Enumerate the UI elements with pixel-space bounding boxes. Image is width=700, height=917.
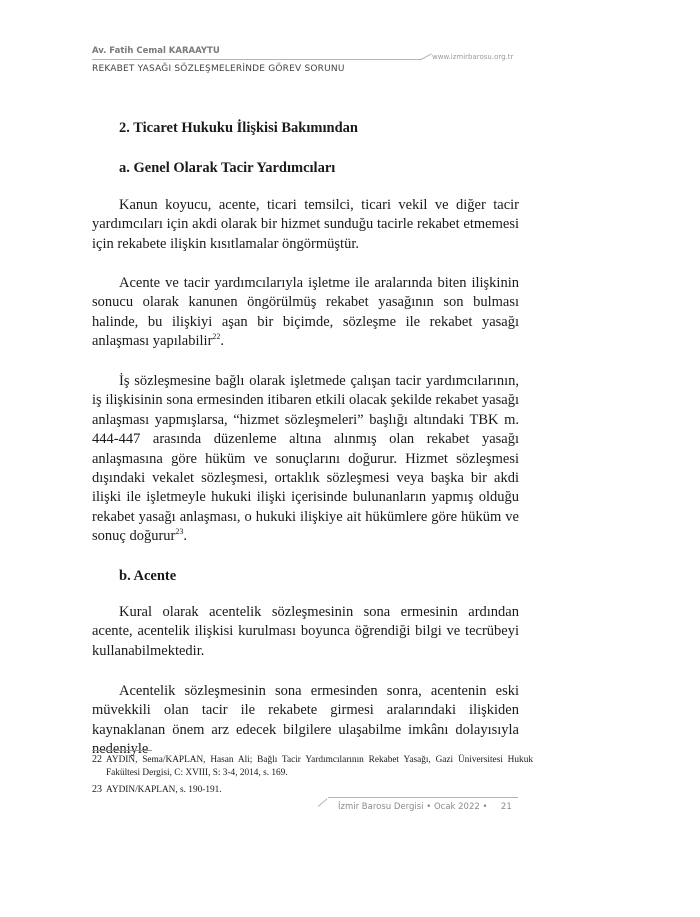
footnote-23 bbox=[92, 783, 533, 797]
paragraph-3-text: İş sözleşmesine bağlı olarak işletmede çalışan tacir yardımcılarının, iş ilişkisinin sona ermesinden itibaren etkili olacak şekilde rekabet yasağı anlaşması yapmışlarsa, “hizmet sözleşmeleri” başlığı altındaki TBK m. 444-447 arasında düzenleme altına alınmış olan rekabet yasağı anlaşmasına göre hüküm ve sonuçlarını doğurur. Hizmet sözleşmesi dışındaki vekalet sözleşmesi, ortaklık sözleşmesi veya başka bir akdi ilişki ile işletmeyle hukuki ilişki içerisinde bulunanların yapmış olduğu rekabet yasağı anlaşması, o hukuki ilişkiye ait hükümlere göre hüküm ve sonuç doğurur bbox=[92, 373, 519, 545]
section-heading: 2. Ticaret Hukuku İlişkisi Bakımından bbox=[119, 120, 358, 136]
subsection-heading-acente: b. Acente bbox=[119, 568, 177, 584]
footnote-ref-23[interactable]: 23 bbox=[175, 527, 184, 537]
paragraph-2-text: Acente ve tacir yardımcılarıyla işletme ile aralarında biten ilişkinin sonucu olarak kanunen öngörülmüş rekabet yasağının son bulması halinde, bu ilişkiyi aşan bir biçimde, sözleşme ile rekabet yasağı anlaşması yapılabilir bbox=[92, 275, 519, 350]
footnote-ref-22[interactable]: 22 bbox=[212, 332, 221, 342]
footer-journal-info bbox=[338, 802, 512, 812]
footnote-text: AYDIN, Sema/KAPLAN, Hasan Ali; Bağlı Tacir Yardımcılarının Rekabet Yasağı, Gazi Üniversitesi Hukuk Fakültesi Dergisi, C: XVIII, S: 3-4, 2014, s. 169. bbox=[106, 755, 533, 778]
subsection-heading-tacir-yardimcilari: a. Genel Olarak Tacir Yardımcıları bbox=[119, 160, 336, 176]
footer-rule-slant bbox=[318, 798, 328, 806]
page-number: 21 bbox=[500, 802, 512, 812]
footer-rule bbox=[328, 797, 518, 798]
footer-journal: İzmir Barosu Dergisi • Ocak 2022 • bbox=[338, 802, 488, 812]
paragraph-5: Acentelik sözleşmesinin sona ermesinden sonra, acentenin eski müvekkili olan tacir ile rekabete girmesi aralarındaki ilişkiden kaynaklanan önem arz edecek bilgilere ulaşabilme imkânı dolayısıyla nedeniyle bbox=[92, 683, 519, 758]
header-url: www.izmirbarosu.org.tr bbox=[432, 53, 514, 61]
footnote-number: 22 bbox=[92, 754, 102, 765]
paragraph-2-end: . bbox=[220, 333, 225, 350]
footnote-separator bbox=[92, 750, 152, 751]
paragraph-2 bbox=[92, 274, 519, 352]
footnote-text: AYDIN/KAPLAN, s. 190-191. bbox=[106, 785, 222, 795]
header-article-title: REKABET YASAĞI SÖZLEŞMELERİNDE GÖREV SORUNU bbox=[92, 64, 345, 74]
paragraph-1: Kanun koyucu, acente, ticari temsilci, ticari vekil ve diğer tacir yardımcıları için akdi olarak bir hizmet sunduğu tacirle rekabet etmemesi için rekabete ilişkin kısıtlamalar öngörmüştür. bbox=[92, 197, 519, 252]
footnote-22 bbox=[92, 753, 533, 780]
header-rule bbox=[92, 59, 422, 60]
header-rule-slant bbox=[421, 53, 432, 60]
paragraph-4: Kural olarak acentelik sözleşmesinin sona ermesinin ardından acente, acentelik ilişkisi kurulması boyunca öğrendiği bilgi ve tecrübeyi kullanabilmektedir. bbox=[92, 604, 519, 659]
header-author: Av. Fatih Cemal KARAAYTU bbox=[92, 46, 220, 56]
footnote-number: 23 bbox=[92, 784, 102, 795]
paragraph-3-end: . bbox=[183, 528, 187, 545]
paragraph-3 bbox=[92, 372, 519, 547]
